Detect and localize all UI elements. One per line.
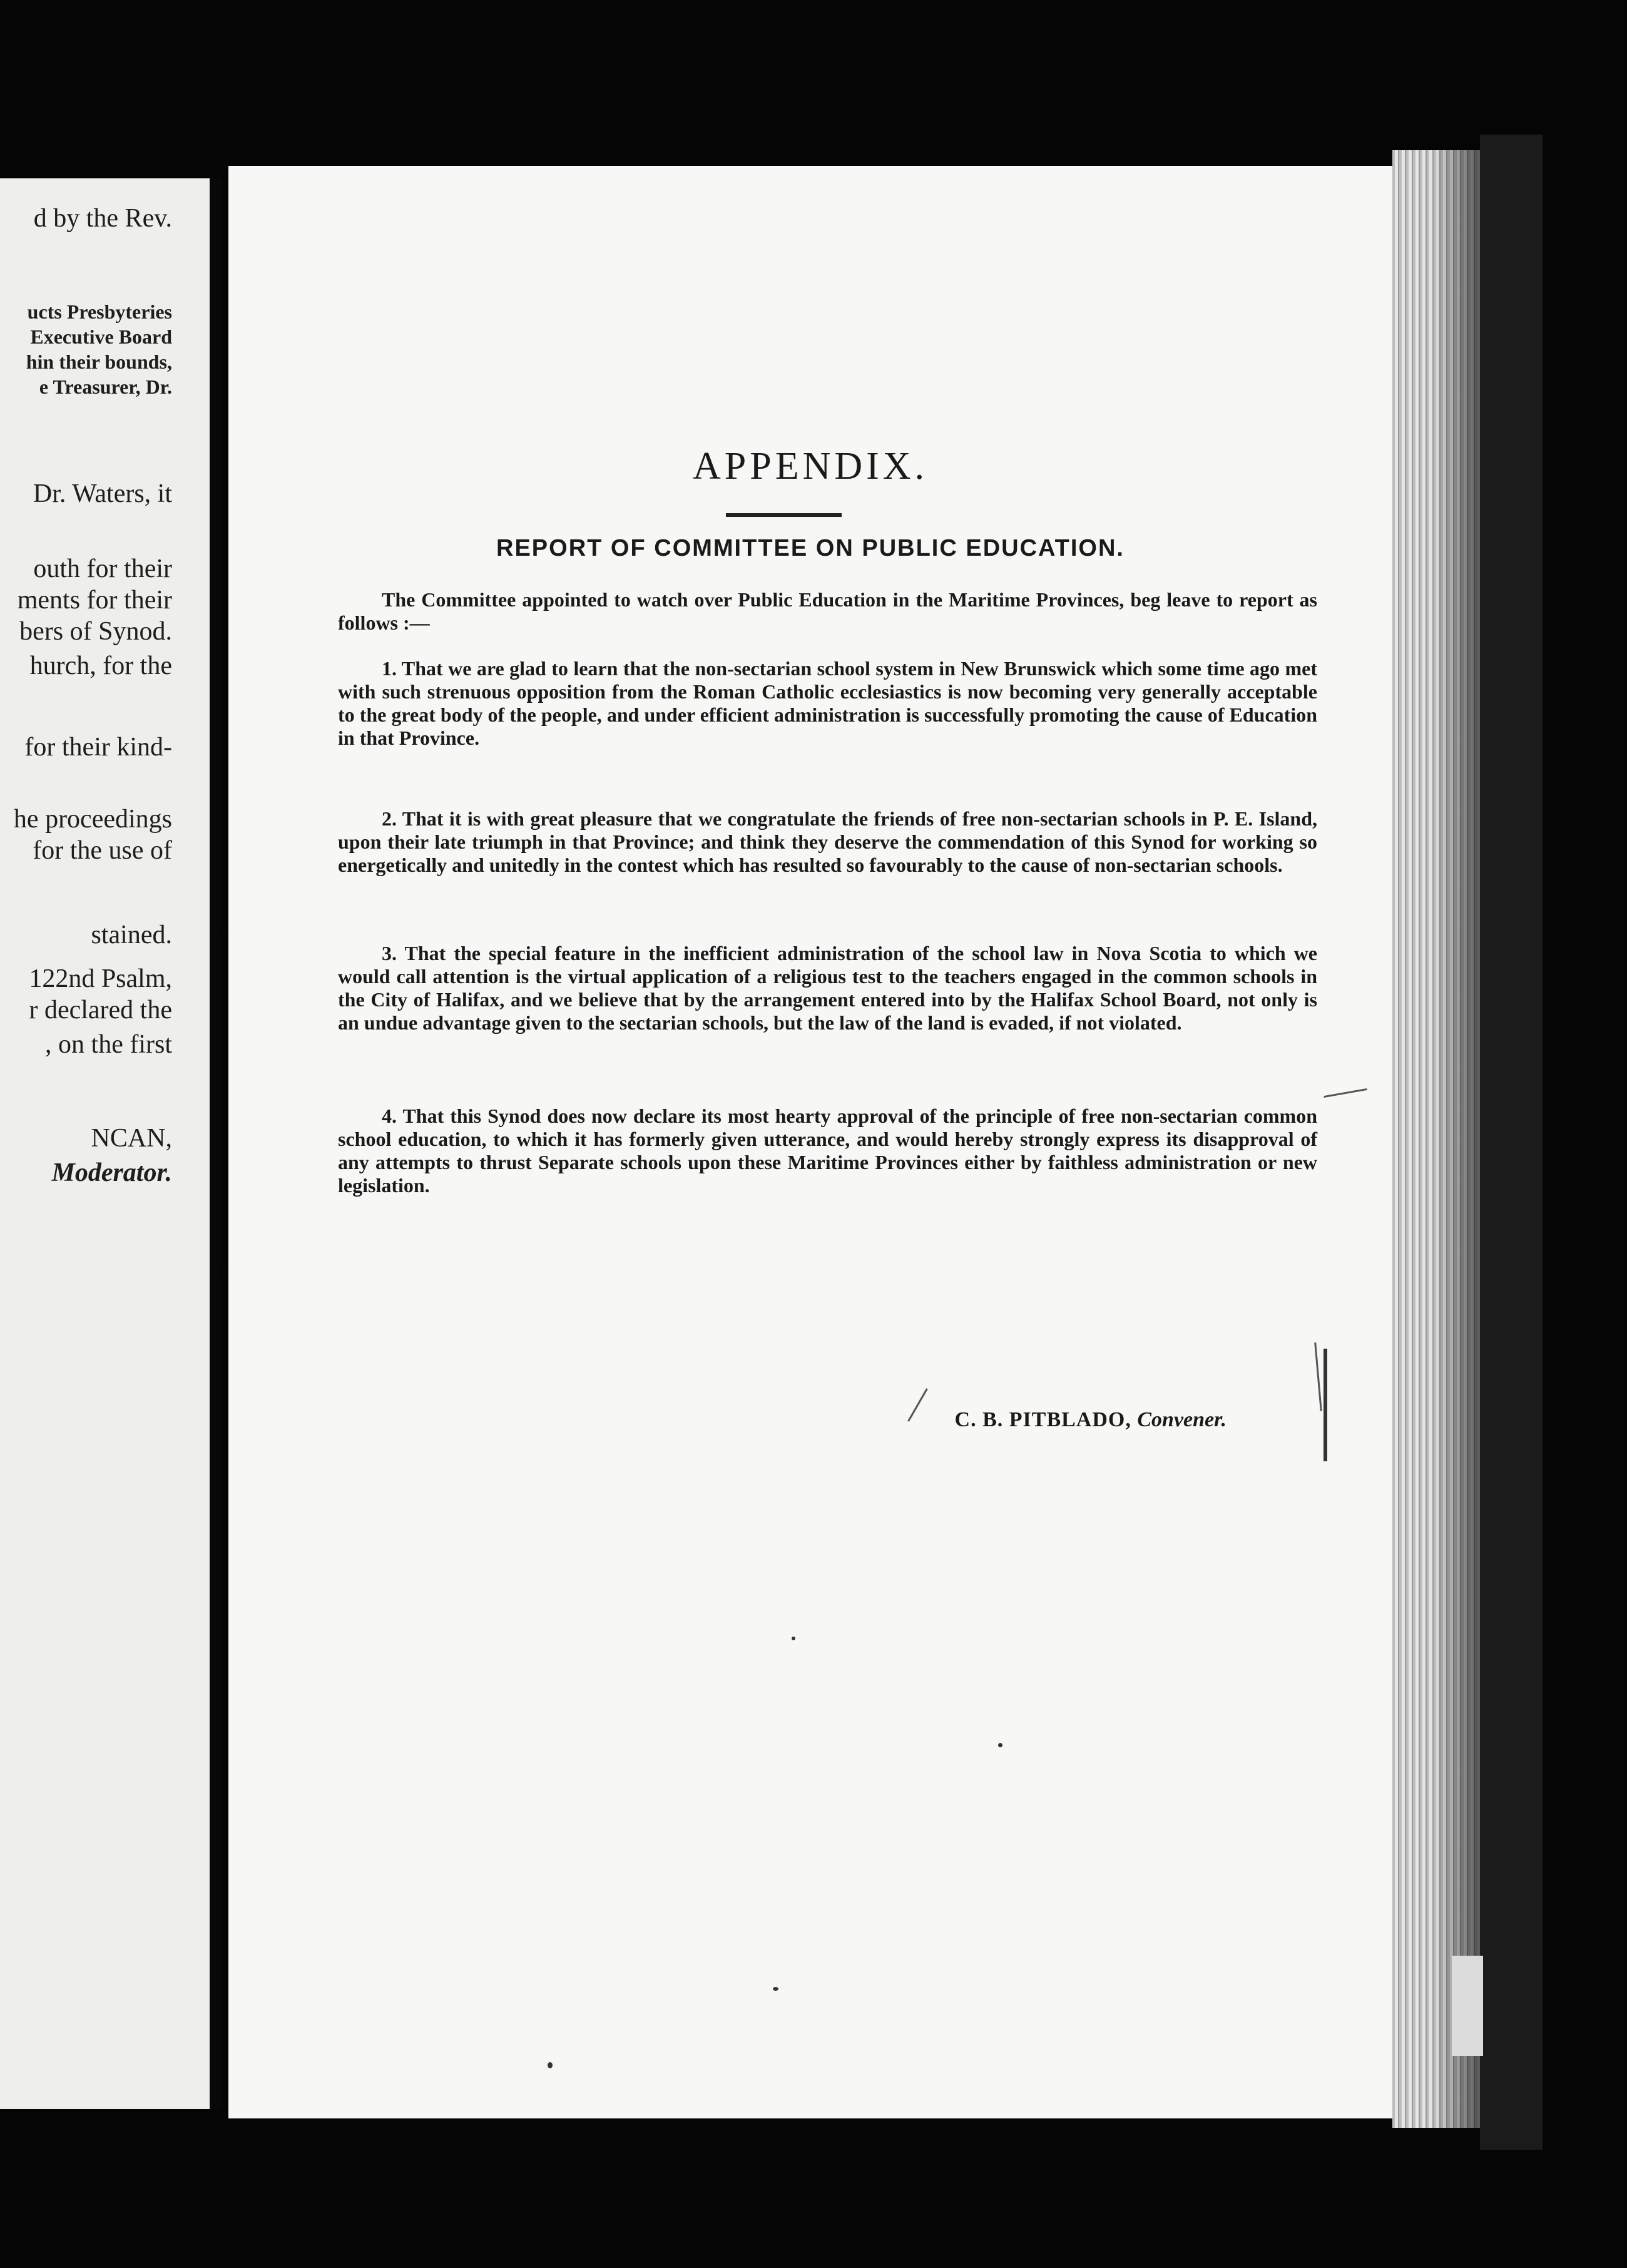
scan-speck <box>998 1743 1002 1747</box>
right-page <box>228 166 1392 2118</box>
left-page-line: , on the first <box>45 1030 172 1059</box>
left-page-line: he proceedings <box>13 805 172 834</box>
scan-scratch <box>1324 1349 1327 1461</box>
left-page-line: Moderator. <box>51 1158 172 1187</box>
paragraph-number: 2. <box>382 807 397 830</box>
left-page-line: r declared the <box>29 996 172 1024</box>
left-page-line: for their kind- <box>24 733 172 762</box>
left-page-line: Executive Board <box>30 325 172 348</box>
left-page-line: NCAN, <box>91 1124 172 1153</box>
left-page-line: stained. <box>91 921 172 949</box>
left-page-line: ucts Presbyteries <box>27 300 172 323</box>
page-tab <box>1452 1956 1483 2056</box>
paragraph-text: That we are glad to learn that the non-sectarian school system in New Brunswick which some time ago met with such strenuous opposition from the Roman Catholic ecclesiastics is now becoming very generally acceptable to the great body of the people, and under efficient administration is successfully promoting the cause of Education in that Province. <box>338 657 1318 749</box>
report-paragraph-3 <box>338 942 1317 1034</box>
left-page <box>0 178 210 2109</box>
left-page-line: e Treasurer, Dr. <box>39 375 172 398</box>
report-paragraph-1 <box>338 657 1317 750</box>
left-page-line: for the use of <box>33 836 172 865</box>
signature-name: C. B. PITBLADO, <box>954 1408 1131 1431</box>
left-page-line: Dr. Waters, it <box>33 479 172 508</box>
signature-role: Convener. <box>1137 1408 1227 1431</box>
left-page-line: hurch, for the <box>29 651 172 680</box>
scan-speck <box>792 1637 795 1640</box>
scan-speck <box>548 2062 553 2068</box>
paragraph-number: 4. <box>382 1105 397 1127</box>
page-title: APPENDIX. <box>692 445 929 488</box>
intro-text: The Committee appointed to watch over Public Education in the Maritime Provinces, beg leave to report as follows :— <box>338 588 1317 634</box>
left-page-line: hin their bounds, <box>26 350 172 373</box>
intro-paragraph <box>338 588 1317 635</box>
left-page-line: ments for their <box>17 586 172 615</box>
signature <box>228 1408 1392 1432</box>
report-paragraph-4 <box>338 1105 1317 1197</box>
left-page-line: d by the Rev. <box>33 204 172 233</box>
paragraph-number: 3. <box>382 942 397 964</box>
book-gutter <box>210 178 222 2109</box>
left-page-line: 122nd Psalm, <box>29 964 172 993</box>
book-cover <box>1480 135 1543 2150</box>
paragraph-number: 1. <box>382 657 397 680</box>
report-heading: REPORT OF COMMITTEE ON PUBLIC EDUCATION. <box>496 535 1125 561</box>
scan-speck <box>773 1987 778 1991</box>
page-edge-shadow <box>1436 150 1480 2128</box>
paragraph-text: That the special feature in the inefficient administration of the school law in Nova Scotia to which we would call attention is the virtual application of a religious test to the teachers engaged in the common schools in the City of Halifax, and we believe that by the arrangement entered into by the Halifax School Board, not only is an undue advantage given to the sectarian schools, but the law of the land is evaded, if not violated. <box>338 942 1318 1034</box>
scan-scratch <box>1314 1342 1322 1411</box>
title-rule <box>726 513 842 517</box>
left-page-line: bers of Synod. <box>19 617 172 646</box>
report-paragraph-2 <box>338 807 1317 877</box>
scan-scratch <box>1324 1088 1367 1098</box>
paragraph-text: That it is with great pleasure that we congratulate the friends of free non-sectarian schools in P. E. Island, upon their late triumph in that Province; and think they deserve the commendation of this Synod for working so energetically and unitedly in the contest which has resulted so favourably to the cause of non-sectarian schools. <box>338 807 1318 876</box>
left-page-line: outh for their <box>33 554 172 583</box>
paragraph-text: That this Synod does now declare its most hearty approval of the principle of free non-sectarian common school education, to which it has formerly given utterance, and would hereby strongly express its disapproval of any attempts to thrust Separate schools upon these Maritime Provinces either by faithless administration or new legislation. <box>338 1105 1318 1197</box>
